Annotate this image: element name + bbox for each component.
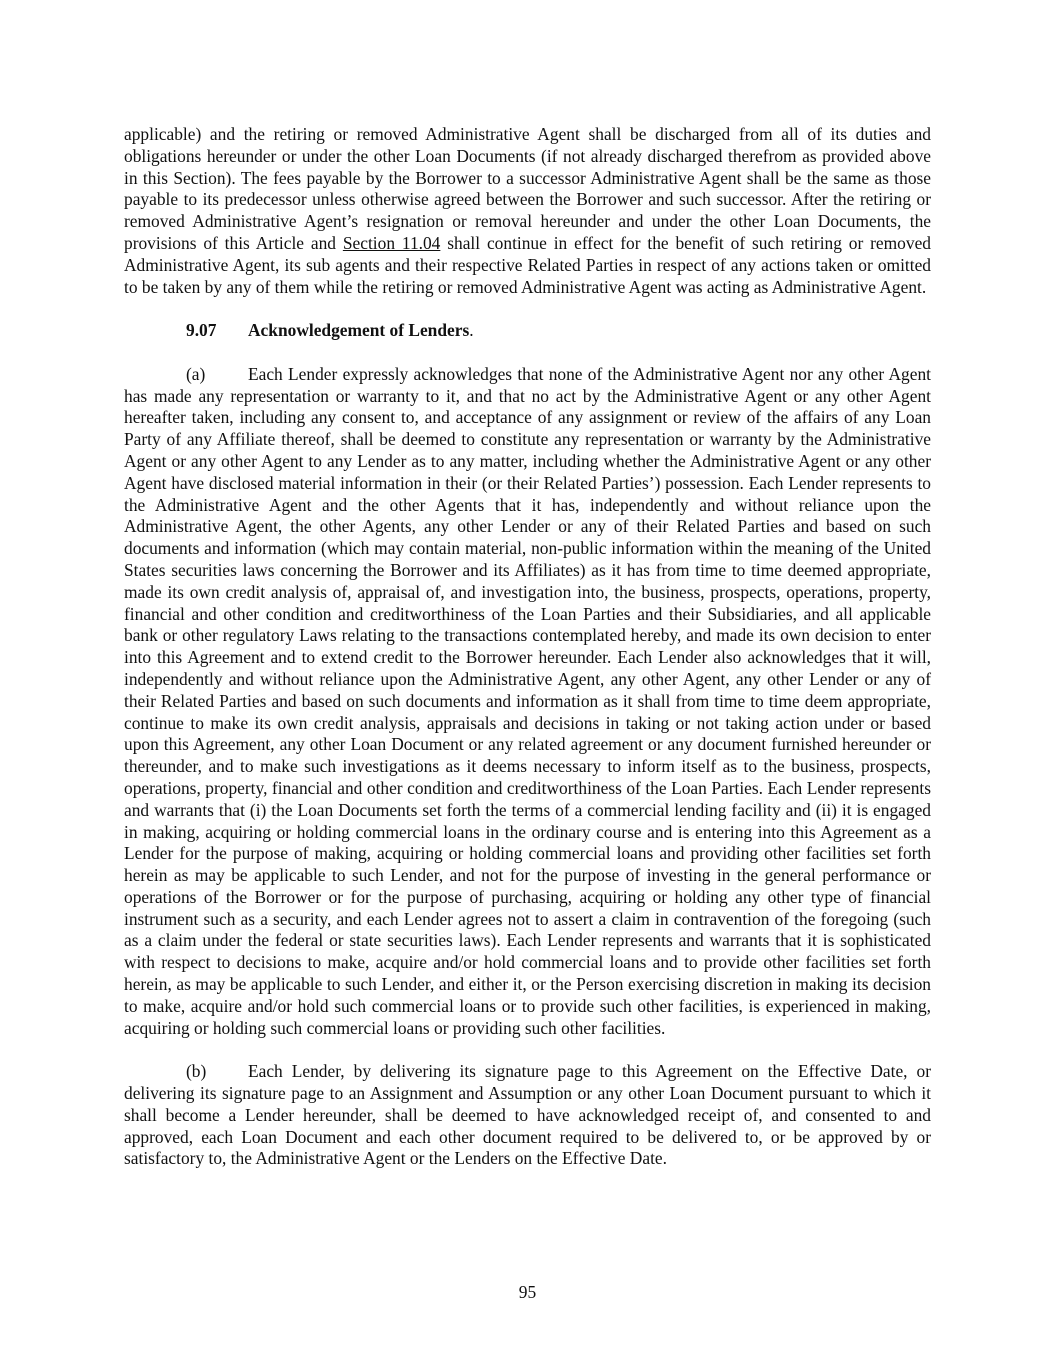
- continuation-text-after-ref: shall continue in effect for the benefit of such retiring or removed Administrative Agent, its sub agents and their respective Related Parties in respect of any actions taken or omitted to be taken by any of them while the retiring or removed Administrative Agent was acting as Administrative Agent.: [124, 232, 931, 297]
- page-number: 95: [518, 1282, 537, 1302]
- paragraph-b-label: (b): [186, 1061, 207, 1082]
- paragraph-a-label: (a): [186, 363, 206, 384]
- section-title-punctuation: .: [469, 320, 474, 341]
- paragraph-b-text: Each Lender, by delivering its signature page to this Agreement on the Effective Date, or delivering its signature page to an Assignment and Assumption or any other Loan Document pursuant to which it shall become a Lender hereunder, shall be deemed to have acknowledged receipt of, and consented to and approved, each Loan Document and each other document required to be delivered to, or be approved by or satisfactory to, the Administrative Agent or the Lenders on the Effective Date.: [124, 1061, 931, 1169]
- paragraph-b: [124, 1061, 931, 1170]
- section-9-06-continuation: [124, 124, 931, 298]
- paragraph-a: [124, 364, 931, 1040]
- continuation-text-before-ref: applicable) and the retiring or removed Administrative Agent shall be discharged from all of its duties and obligations hereunder or under the other Loan Documents (if not already discharged therefrom as provided above in this Section). The fees payable by the Borrower to a successor Administrative Agent shall be the same as those payable to its predecessor unless otherwise agreed between the Borrower and such successor. After the retiring or removed Administrative Agent’s resignation or removal hereunder and under the other Loan Documents, the provisions of this Article and: [124, 124, 931, 253]
- paragraph-a-text: Each Lender expressly acknowledges that none of the Administrative Agent nor any other Agent has made any representation or warranty to it, and that no act by the Administrative Agent or any other Agent hereafter taken, including any consent to, and acceptance of any assignment or review of the affairs of any Loan Party of any Affiliate thereof, shall be deemed to constitute any representation or warranty by the Administrative Agent or any other Agent to any Lender as to any matter, including whether the Administrative Agent or any other Agent have disclosed material information in their (or their Related Parties’) possession. Each Lender represents to the Administrative Agent and the other Agents that it has, independently and without reliance upon the Administrative Agent, the other Agents, any other Lender or any of their Related Parties and based on such documents and information (which may contain material, non-public information within the meaning of the United States securities laws concerning the Borrower and its Affiliates) as it has from time to time deemed appropriate, made its own credit analysis of, appraisal of, and investigation into, the business, prospects, operations, property, financial and other condition and creditworthiness of the Loan Parties and their Subsidiaries, and all applicable bank or other regulatory Laws relating to the transactions contemplated hereby, and made its own decision to enter into this Agreement and to extend credit to the Borrower hereunder. Each Lender also acknowledges that it will, independently and without reliance upon the Administrative Agent, any other Agent, any other Lender or any of their Related Parties and based on such documents and information as it shall from time to time deem appropriate, continue to make its own credit analysis, appraisals and decisions in taking or not taking action under or based upon this Agreement, any other Loan Document or any related agreement or any document furnished hereunder or thereunder, and to make such investigations as it deems necessary to inform itself as to the business, prospects, operations, property, financial and other condition and creditworthiness of the Loan Parties. Each Lender represents and warrants that (i) the Loan Documents set forth the terms of a commercial lending facility and (ii) it is engaged in making, acquiring or holding commercial loans in the ordinary course and is entering into this Agreement as a Lender for the purpose of making, acquiring or holding commercial loans and providing other facilities set forth herein as may be applicable to such Lender, and not for the purpose of investing in the general performance or operations of the Borrower or for the purpose of purchasing, acquiring or holding any other type of financial instrument such as a security, and each Lender agrees not to assert a claim in contravention of the foregoing (such as a claim under the federal or state securities laws). Each Lender represents and warrants that it is sophisticated with respect to decisions to make, acquire and/or hold commercial loans and to provide other facilities set forth herein, as may be applicable to such Lender, and either it, or the Person exercising discretion in making its decision to make, acquire and/or hold such commercial loans or to provide such other facilities, is experienced in making, acquiring or holding such commercial loans or providing such other facilities.: [124, 363, 931, 1038]
- section-cross-reference: Section 11.04: [342, 232, 441, 253]
- section-title: Acknowledgement of Lenders: [248, 320, 470, 341]
- section-number: 9.07: [186, 320, 217, 341]
- document-page: [124, 124, 931, 1170]
- section-heading: [124, 320, 931, 342]
